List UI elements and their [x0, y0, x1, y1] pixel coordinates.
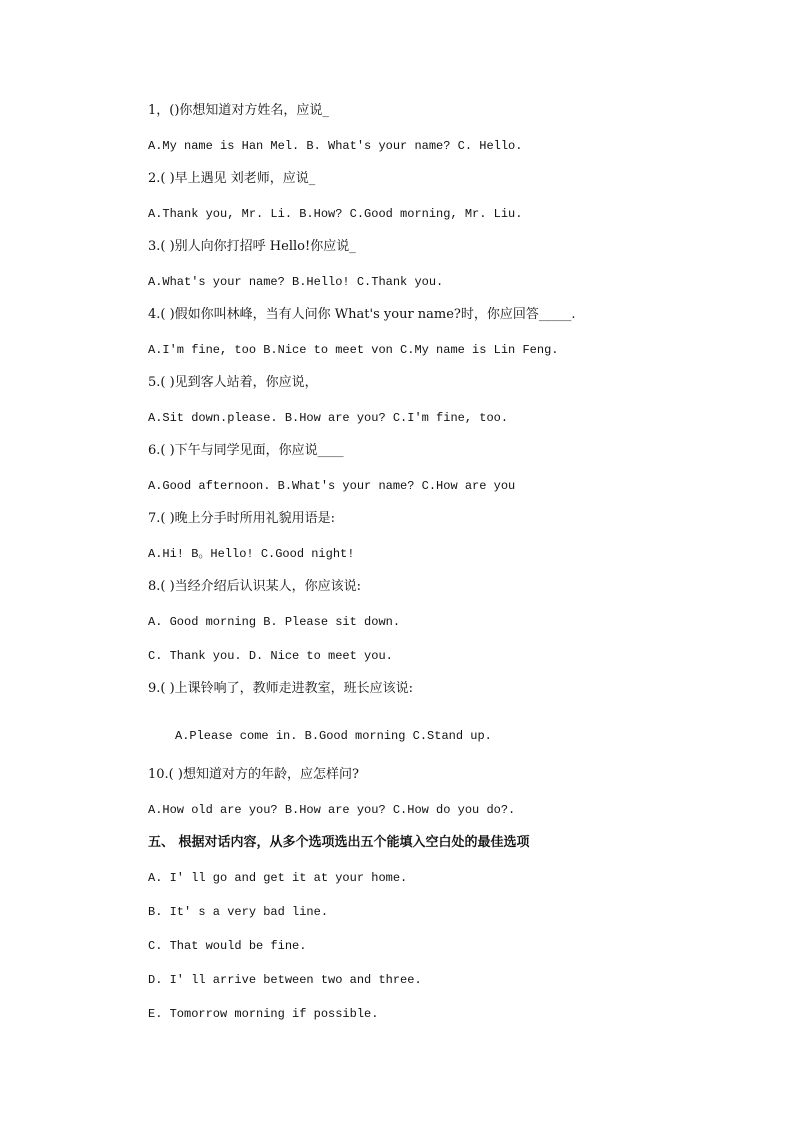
question-1: 1，()你想知道对方姓名，应说_: [148, 103, 329, 118]
options-8-ab: A. Good morning B. Please sit down.: [148, 615, 401, 629]
options-7: A.Hi! B。Hello! C.Good night!: [148, 547, 355, 561]
options-8-cd: C. Thank you. D. Nice to meet you.: [148, 649, 393, 663]
question-10: 10.( )想知道对方的年龄，应怎样问?: [148, 767, 359, 782]
question-8: 8.( )当经介绍后认识某人，你应该说:: [148, 579, 362, 594]
choice-b: B. It' s a very bad line.: [148, 905, 329, 919]
section-heading: 五、 根据对话内容，从多个选项选出五个能填入空白处的最佳选项: [148, 835, 530, 850]
options-10: A.How old are you? B.How are you? C.How do you do?.: [148, 803, 516, 817]
question-9: 9.( )上课铃响了，教师走进教室，班长应该说:: [148, 681, 414, 696]
options-4: A.I'm fine, too B.Nice to meet von C.My name is Lin Feng.: [148, 343, 559, 357]
choice-c: C. That would be fine.: [148, 939, 307, 953]
options-3: A.What's your name? B.Hello! C.Thank you.: [148, 275, 444, 289]
options-9: A.Please come in. B.Good morning C.Stand up.: [175, 729, 492, 743]
question-5: 5.( )见到客人站着，你应说，: [148, 375, 318, 390]
choice-d: D. I' ll arrive between two and three.: [148, 973, 422, 987]
question-2: 2.( )早上遇见 刘老师，应说_: [148, 171, 316, 186]
options-6: A.Good afternoon. B.What's your name? C.How are you: [148, 479, 516, 493]
options-2: A.Thank you, Mr. Li. B.How? C.Good morning, Mr. Liu.: [148, 207, 523, 221]
choice-a: A. I' ll go and get it at your home.: [148, 871, 408, 885]
choice-e: E. Tomorrow morning if possible.: [148, 1007, 379, 1021]
question-4: 4.( )假如你叫林峰，当有人问你 What's your name?时，你应回答_____.: [148, 307, 576, 322]
options-5: A.Sit down.please. B.How are you? C.I'm fine, too.: [148, 411, 509, 425]
question-6: 6.( )下午与同学见面，你应说____: [148, 443, 344, 458]
question-7: 7.( )晚上分手时所用礼貌用语是:: [148, 511, 336, 526]
options-1: A.My name is Han Mel. B. What's your name? C. Hello.: [148, 139, 523, 153]
question-3: 3.( )别人向你打招呼 Hello!你应说_: [148, 239, 356, 254]
